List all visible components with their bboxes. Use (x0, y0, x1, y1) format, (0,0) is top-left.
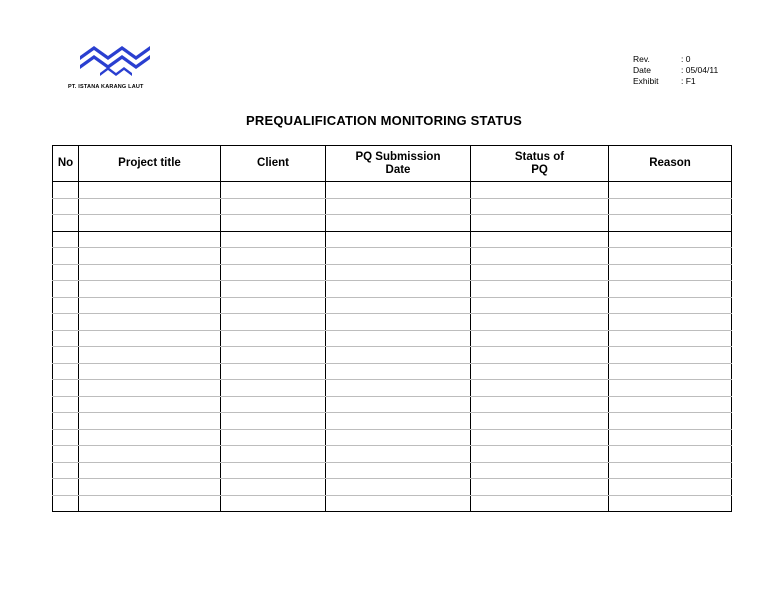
page-title: PREQUALIFICATION MONITORING STATUS (246, 113, 522, 128)
table-row (53, 281, 732, 298)
exhibit-value: : F1 (681, 76, 696, 86)
table-cell (326, 380, 471, 397)
table-cell (471, 330, 609, 347)
document-meta (633, 54, 718, 87)
table-cell (221, 380, 326, 397)
column-header-reason: Reason (609, 146, 732, 182)
table-cell (79, 429, 221, 446)
table-cell (471, 248, 609, 265)
table-cell (79, 330, 221, 347)
table-cell (79, 363, 221, 380)
wave-logo-icon (78, 43, 152, 77)
table-cell (53, 462, 79, 479)
table-cell (471, 182, 609, 199)
column-header-no: No (53, 146, 79, 182)
table-cell (79, 380, 221, 397)
table-cell (471, 314, 609, 331)
table-cell (326, 330, 471, 347)
table-row (53, 413, 732, 430)
table-cell (221, 281, 326, 298)
table-cell (53, 314, 79, 331)
table-cell (53, 248, 79, 265)
table-cell (326, 429, 471, 446)
table-cell (326, 264, 471, 281)
table-cell (609, 347, 732, 364)
table-row (53, 479, 732, 496)
table-cell (326, 446, 471, 463)
rev-value: : 0 (681, 54, 691, 64)
table-cell (53, 429, 79, 446)
table-cell (221, 330, 326, 347)
table-cell (326, 347, 471, 364)
table-cell (79, 182, 221, 199)
table-cell (609, 479, 732, 496)
table-cell (53, 446, 79, 463)
table-cell (221, 413, 326, 430)
column-header-client: Client (221, 146, 326, 182)
table-cell (221, 446, 326, 463)
table-row (53, 330, 732, 347)
table-cell (53, 330, 79, 347)
column-header-pq-submission-date: PQ Submission Date (326, 146, 471, 182)
table-cell (79, 396, 221, 413)
table-cell (326, 182, 471, 199)
table-cell (53, 396, 79, 413)
table-cell (79, 314, 221, 331)
table-cell (79, 198, 221, 215)
table-row (53, 363, 732, 380)
table-cell (609, 330, 732, 347)
table-cell (471, 479, 609, 496)
table-cell (79, 281, 221, 298)
table-cell (471, 495, 609, 512)
monitoring-table (52, 145, 732, 512)
company-name: PT. ISTANA KARANG LAUT (68, 84, 144, 90)
table-cell (609, 264, 732, 281)
table-cell (79, 264, 221, 281)
table-cell (79, 347, 221, 364)
table-cell (471, 281, 609, 298)
table-row (53, 314, 732, 331)
table-cell (326, 281, 471, 298)
table-row (53, 429, 732, 446)
table-cell (326, 314, 471, 331)
table-cell (471, 198, 609, 215)
table-cell (609, 380, 732, 397)
table-cell (79, 479, 221, 496)
table-cell (53, 297, 79, 314)
table-cell (53, 215, 79, 232)
table-cell (221, 231, 326, 248)
table-cell (79, 215, 221, 232)
table-cell (471, 380, 609, 397)
table-cell (471, 363, 609, 380)
table-cell (471, 231, 609, 248)
table-cell (221, 429, 326, 446)
table-cell (609, 182, 732, 199)
table-cell (471, 215, 609, 232)
table-cell (609, 413, 732, 430)
table-cell (53, 380, 79, 397)
table-cell (221, 198, 326, 215)
table-row (53, 297, 732, 314)
table-cell (609, 429, 732, 446)
table-cell (53, 182, 79, 199)
table-cell (53, 264, 79, 281)
table-cell (471, 446, 609, 463)
table-cell (609, 297, 732, 314)
column-header-status-of-pq: Status of PQ (471, 146, 609, 182)
table-row (53, 446, 732, 463)
table-cell (609, 198, 732, 215)
date-value: : 05/04/11 (681, 65, 719, 75)
table-cell (79, 231, 221, 248)
table-cell (53, 281, 79, 298)
table-cell (609, 314, 732, 331)
table-cell (471, 413, 609, 430)
column-header-project-title: Project title (79, 146, 221, 182)
table-cell (79, 248, 221, 265)
table-cell (79, 446, 221, 463)
rev-label: Rev. (633, 54, 650, 64)
table-cell (609, 495, 732, 512)
table-row (53, 215, 732, 232)
table-cell (326, 297, 471, 314)
table-cell (79, 297, 221, 314)
table-cell (326, 198, 471, 215)
table-cell (471, 264, 609, 281)
table-cell (326, 248, 471, 265)
table-cell (221, 347, 326, 364)
table-cell (471, 396, 609, 413)
table-row (53, 182, 732, 199)
table-cell (609, 248, 732, 265)
table-cell (609, 231, 732, 248)
table-cell (221, 297, 326, 314)
table-cell (221, 363, 326, 380)
table-row (53, 495, 732, 512)
table-cell (221, 182, 326, 199)
table-row (53, 231, 732, 248)
table-row (53, 347, 732, 364)
table-cell (79, 495, 221, 512)
table-row (53, 264, 732, 281)
table-cell (471, 462, 609, 479)
table-row (53, 198, 732, 215)
table-cell (221, 248, 326, 265)
table-cell (53, 231, 79, 248)
table-cell (609, 281, 732, 298)
table-cell (221, 264, 326, 281)
table-cell (53, 198, 79, 215)
table-cell (221, 479, 326, 496)
table-cell (609, 396, 732, 413)
table-cell (609, 462, 732, 479)
table-cell (609, 446, 732, 463)
table-cell (53, 347, 79, 364)
table-cell (471, 429, 609, 446)
table-cell (221, 396, 326, 413)
table-cell (79, 413, 221, 430)
table-cell (221, 462, 326, 479)
table-cell (326, 495, 471, 512)
table-cell (221, 495, 326, 512)
table-cell (53, 363, 79, 380)
date-label: Date (633, 65, 651, 75)
table-row (53, 396, 732, 413)
table-row (53, 380, 732, 397)
table-row (53, 462, 732, 479)
table-cell (326, 231, 471, 248)
exhibit-label: Exhibit (633, 76, 659, 86)
table-cell (609, 215, 732, 232)
table-cell (326, 396, 471, 413)
table-cell (471, 347, 609, 364)
table-cell (221, 314, 326, 331)
table-cell (53, 413, 79, 430)
table-cell (326, 215, 471, 232)
table-cell (326, 479, 471, 496)
table-row (53, 248, 732, 265)
table-header-row (53, 146, 732, 182)
table-cell (326, 363, 471, 380)
table-cell (471, 297, 609, 314)
table-cell (79, 462, 221, 479)
table-cell (326, 413, 471, 430)
table-cell (53, 495, 79, 512)
table-cell (221, 215, 326, 232)
table-cell (53, 479, 79, 496)
table-cell (326, 462, 471, 479)
table-cell (609, 363, 732, 380)
